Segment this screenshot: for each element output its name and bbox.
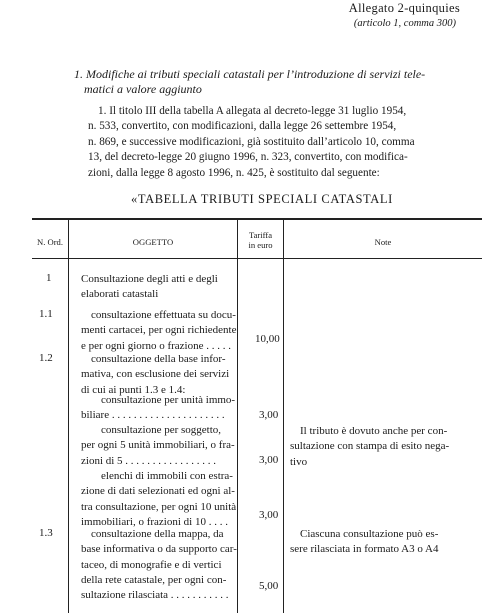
- description-line: menti cartacei, per ogni richiedente: [81, 324, 237, 337]
- row-number: 1: [46, 272, 52, 284]
- row-description: [81, 352, 229, 398]
- paragraph-line: zioni, dalla legge 8 agosto 1996, n. 425, è sostituito dal seguente:: [88, 166, 380, 179]
- description-line: zioni di 5 . . . . . . . . . . . . . . . . .: [81, 454, 217, 467]
- table-header-rule: [32, 258, 482, 259]
- note-line: sere rilasciata in formato A3 o A4: [290, 543, 439, 556]
- description-line: biliare . . . . . . . . . . . . . . . . . . . . .: [81, 409, 225, 422]
- paragraph-line: n. 533, convertito, con modificazioni, dalla legge 26 settembre 1954,: [88, 120, 397, 133]
- description-line: tra consultazione, per ogni 10 unità: [81, 500, 237, 513]
- article-reference: (articolo 1, comma 300): [353, 18, 456, 29]
- row-description: [81, 272, 218, 303]
- header-n-ord: N. Ord.: [36, 237, 64, 247]
- row-description: [81, 469, 236, 530]
- note-line: sultazione con stampa di esito nega-: [290, 440, 450, 453]
- note-line: Ciascuna consultazione può es-: [300, 528, 439, 540]
- note-line: tivo: [290, 455, 308, 468]
- description-line: zione di dati selezionati ed ogni al-: [81, 485, 235, 498]
- tariffa-value: 3,00: [259, 409, 279, 421]
- description-line: consultazione per unità immo-: [101, 394, 236, 406]
- paragraph-line: n. 869, e successive modificazioni, già sostituito dall’articolo 10, comma: [88, 135, 415, 148]
- column-divider: [237, 219, 238, 613]
- description-line: mativa, con esclusione dei servizi: [81, 368, 230, 381]
- column-divider: [283, 219, 284, 613]
- header-oggetto: OGGETTO: [132, 237, 174, 247]
- row-note: [290, 527, 438, 558]
- description-line: e per ogni giorno o frazione . . . . .: [81, 339, 231, 352]
- row-number: 1.1: [39, 308, 53, 320]
- note-line: Il tributo è dovuto anche per con-: [300, 425, 448, 437]
- description-line: della rete catastale, per ogni con-: [81, 573, 227, 586]
- table-title: «TABELLA TRIBUTI SPECIALI CATASTALI: [131, 192, 393, 206]
- description-line: di cui ai punti 1.3 e 1.4:: [81, 383, 186, 396]
- description-line: consultazione della base infor-: [91, 353, 226, 365]
- description-line: elaborati catastali: [81, 288, 159, 301]
- tariffa-value: 5,00: [259, 580, 279, 592]
- description-line: Consultazione degli atti e degli: [81, 273, 218, 285]
- row-description: [81, 423, 235, 469]
- row-note: [290, 424, 449, 470]
- section-title-line: matici a valore aggiunto: [84, 82, 202, 96]
- description-line: elenchi di immobili con estra-: [101, 470, 233, 482]
- description-line: base informativa o da supporto car-: [81, 543, 237, 556]
- description-line: consultazione per soggetto,: [101, 424, 222, 436]
- column-divider: [68, 219, 69, 613]
- description-line: consultazione della mappa, da: [91, 528, 224, 540]
- description-line: per ogni 5 unità immobiliari, o fra-: [81, 439, 235, 452]
- table-top-rule: [32, 218, 482, 220]
- paragraph-line: 1. Il titolo III della tabella A allegata al decreto-legge 31 luglio 1954,: [98, 105, 407, 117]
- description-line: immobiliari, o frazioni di 10 . . . .: [81, 515, 228, 528]
- tariffa-value: 3,00: [259, 509, 279, 521]
- header-tariffa-line: Tariffa: [248, 230, 273, 240]
- row-description: [81, 393, 235, 424]
- row-description: [81, 527, 237, 603]
- paragraph-line: 13, del decreto-legge 20 giugno 1996, n. 323, convertito, con modifica-: [88, 151, 408, 164]
- description-line: consultazione effettuata su docu-: [91, 309, 236, 321]
- header-tariffa: [238, 230, 283, 250]
- tariffa-value: 10,00: [255, 333, 280, 345]
- tariffa-value: 3,00: [259, 454, 279, 466]
- description-line: sultazione rilasciata . . . . . . . . . . .: [81, 589, 229, 602]
- section-title-line: 1. Modifiche ai tributi speciali catastali per l’introduzione di servizi tele-: [74, 67, 426, 81]
- allegato-label: Allegato 2-quinquies: [348, 1, 460, 15]
- body-paragraph: [88, 104, 415, 181]
- section-title: [74, 67, 425, 97]
- row-number: 1.3: [39, 527, 53, 539]
- row-number: 1.2: [39, 352, 53, 364]
- header-note: Note: [374, 237, 392, 247]
- header-tariffa-line: in euro: [248, 240, 273, 250]
- row-description: [81, 308, 236, 354]
- description-line: taceo, di monografie e di vertici: [81, 558, 222, 571]
